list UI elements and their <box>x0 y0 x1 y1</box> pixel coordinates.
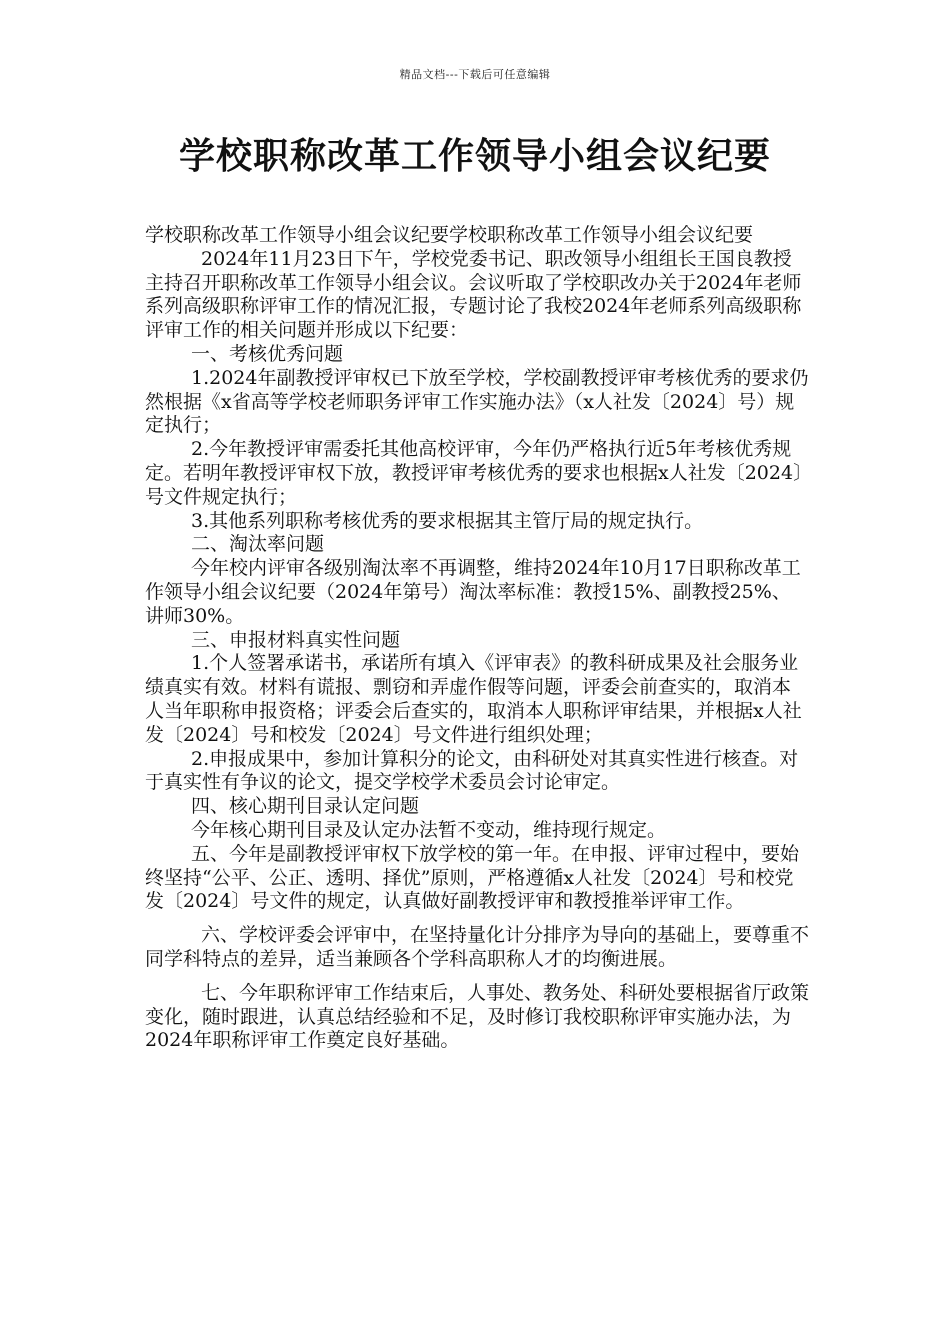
paragraph-item: 2.申报成果中，参加计算积分的论文，由科研处对其真实性进行核查。对于真实性有争议的论文，提交学校学术委员会讨论审定。 <box>145 747 799 794</box>
section-heading-2: 二、淘汰率问题 <box>191 533 325 556</box>
document-body <box>145 224 809 1053</box>
section-heading-4: 四、核心期刊目录认定问题 <box>191 795 420 818</box>
paragraph-item: 七、今年职称评审工作结束后，人事处、教务处、科研处要根据省厅政策变化，随时跟进，认真总结经验和不足，及时修订我校职称评审实施办法，为2024年职称评审工作奠定良好基础。 <box>145 981 810 1052</box>
intro-paragraph: 2024年11月23日下午，学校党委书记、职改领导小组组长王国良教授主持召开职称改革工作领导小组会议。会议听取了学校职改办关于2024年老师系列高级职称评审工作的情况汇报，专题讨论了我校2024年老师系列高级职称评审工作的相关问题并形成以下纪要： <box>145 247 802 342</box>
paragraph-item: 五、今年是副教授评审权下放学校的第一年。在申报、评审过程中，要始终坚持“公平、公正、透明、择优”原则，严格遵循x人社发〔2024〕号和校党发〔2024〕号文件的规定，认真做好副教授评审和教授推举评审工作。 <box>145 842 800 913</box>
header-note: 精品文档---下载后可任意编辑 <box>399 68 551 81</box>
section-heading-1: 一、考核优秀问题 <box>191 342 344 365</box>
document-title: 学校职称改革工作领导小组会议纪要 <box>178 136 771 177</box>
paragraph-item: 1.个人签署承诺书，承诺所有填入《评审表》的教科研成果及社会服务业绩真实有效。材料有谎报、剽窃和弄虚作假等问题，评委会前查实的，取消本人当年职称申报资格；评委会后查实的，取消本人职称评审结果，并根据x人社发〔2024〕号和校发〔2024〕号文件进行组织处理； <box>145 652 802 746</box>
subtitle-paragraph: 学校职称改革工作领导小组会议纪要学校职称改革工作领导小组会议纪要 <box>145 224 754 246</box>
paragraph-item: 1.2024年副教授评审权已下放至学校，学校副教授评审考核优秀的要求仍然根据《x省高等学校老师职务评审工作实施办法》（x人社发〔2024〕号）规定执行； <box>145 366 809 437</box>
paragraph-item: 今年校内评审各级别淘汰率不再调整，维持2024年10月17日职称改革工作领导小组会议纪要（2024年第号）淘汰率标准：教授15%、副教授25%、讲师30%。 <box>145 557 801 627</box>
section-heading-3: 三、申报材料真实性问题 <box>191 628 401 651</box>
paragraph-item: 六、学校评委会评审中，在坚持量化计分排序为导向的基础上，要尊重不同学科特点的差异，适当兼顾各个学科高职称人才的均衡进展。 <box>145 924 810 970</box>
paragraph-item: 今年核心期刊目录及认定办法暂不变动，维持现行规定。 <box>191 818 667 841</box>
paragraph-item: 3.其他系列职称考核优秀的要求根据其主管厅局的规定执行。 <box>191 509 704 532</box>
paragraph-item: 2.今年教授评审需委托其他高校评审，今年仍严格执行近5年考核优秀规定。若明年教授评审权下放，教授评审考核优秀的要求也根据x人社发〔2024〕号文件规定执行； <box>145 438 803 508</box>
